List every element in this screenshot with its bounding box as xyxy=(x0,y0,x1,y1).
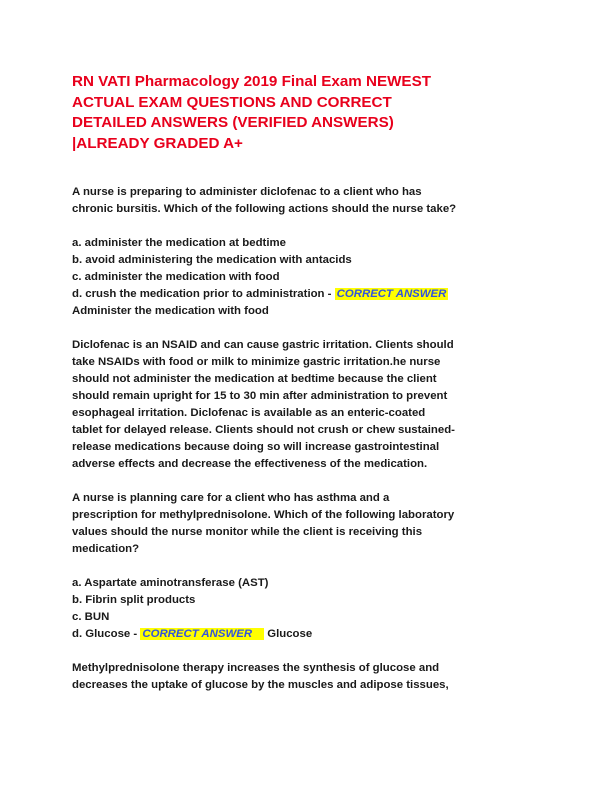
option-a: a. administer the medication at bedtime xyxy=(72,237,286,249)
rationale-line: take NSAIDs with food or milk to minimize gastric irritation.he nurse xyxy=(72,356,441,368)
question-1-stem xyxy=(72,184,542,218)
rationale-line: adverse effects and decrease the effectiveness of the medication. xyxy=(72,458,428,470)
stem-line: prescription for methylprednisolone. Which of the following laboratory xyxy=(72,509,455,521)
stem-line: medication? xyxy=(72,543,140,555)
question-2-options xyxy=(72,575,542,643)
question-2-rationale xyxy=(72,660,542,694)
stem-line: chronic bursitis. Which of the following actions should the nurse take? xyxy=(72,203,457,215)
option-c: c. administer the medication with food xyxy=(72,271,280,283)
document-page xyxy=(72,72,542,694)
option-d: d. crush the medication prior to administration - CORRECT ANSWER xyxy=(72,288,447,300)
question-1-options xyxy=(72,235,542,320)
stem-line: values should the nurse monitor while the client is receiving this xyxy=(72,526,423,538)
title-line: |ALREADY GRADED A+ xyxy=(72,134,243,152)
title-line: ACTUAL EXAM QUESTIONS AND CORRECT xyxy=(72,93,392,111)
answer-text: Administer the medication with food xyxy=(72,305,269,317)
rationale-line: release medications because doing so will increase gastrointestinal xyxy=(72,441,440,453)
question-2-stem xyxy=(72,490,542,558)
question-1-rationale xyxy=(72,337,542,473)
title-line: RN VATI Pharmacology 2019 Final Exam NEWEST xyxy=(72,73,431,90)
rationale-line: decreases the uptake of glucose by the muscles and adipose tissues, xyxy=(72,679,449,691)
rationale-line: Methylprednisolone therapy increases the synthesis of glucose and xyxy=(72,662,440,674)
rationale-line: Diclofenac is an NSAID and can cause gastric irritation. Clients should xyxy=(72,339,454,351)
correct-answer-badge: CORRECT ANSWER xyxy=(140,628,264,640)
rationale-line: esophageal irritation. Diclofenac is available as an enteric-coated xyxy=(72,407,426,419)
option-b: b. Fibrin split products xyxy=(72,594,196,606)
option-a: a. Aspartate aminotransferase (AST) xyxy=(72,577,269,589)
option-b: b. avoid administering the medication with antacids xyxy=(72,254,352,266)
title-line: DETAILED ANSWERS (VERIFIED ANSWERS) xyxy=(72,114,394,131)
stem-line: A nurse is planning care for a client who has asthma and a xyxy=(72,492,390,504)
document-title xyxy=(72,72,532,154)
option-d: d. Glucose - CORRECT ANSWER Glucose xyxy=(72,628,313,640)
stem-line: A nurse is preparing to administer diclofenac to a client who has xyxy=(72,186,422,198)
option-c: c. BUN xyxy=(72,611,110,623)
rationale-line: should remain upright for 15 to 30 min after administration to prevent xyxy=(72,390,448,402)
rationale-line: should not administer the medication at bedtime because the client xyxy=(72,373,437,385)
rationale-line: tablet for delayed release. Clients should not crush or chew sustained- xyxy=(72,424,455,436)
answer-text: Glucose xyxy=(267,628,313,640)
correct-answer-badge: CORRECT ANSWER xyxy=(336,288,447,300)
